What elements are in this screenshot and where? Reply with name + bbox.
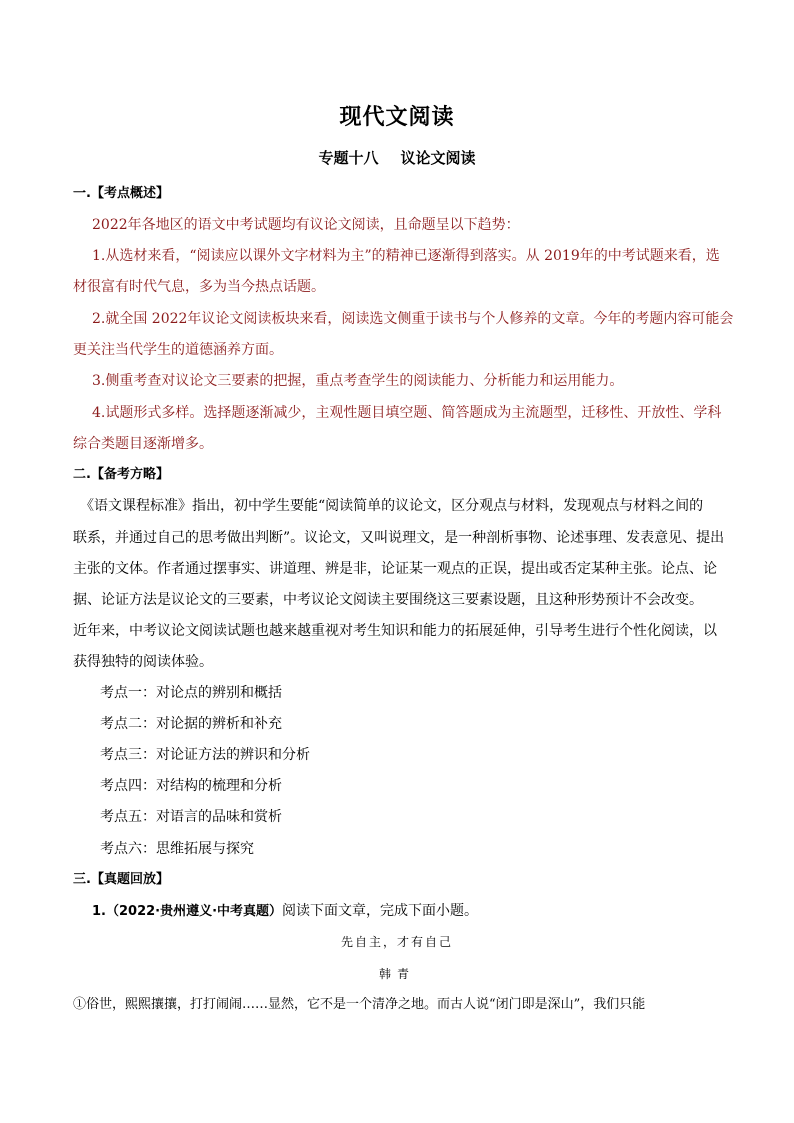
kaodian-item: 考点四：对结构的梳理和分析 (100, 778, 282, 794)
subtitle-topic: 专题十八 (318, 149, 379, 167)
strategy-line: 主张的文体。作者通过摆事实、讲道理、辨是非，论证某一观点的正误，提出或否定某种主张。论点、论 (73, 561, 717, 577)
overview-line: 2022年各地区的语文中考试题均有议论文阅读，且命题呈以下趋势： (92, 217, 520, 233)
question-text: 阅读下面文章，完成下面小题。 (282, 903, 479, 919)
passage-paragraph-1: ①俗世，熙熙攘攘，打打闹闹……显然，它不是一个清净之地。而古人说“闭门即是深山”，我们只能 (73, 997, 646, 1012)
kaodian-item: 考点五：对语言的品味和赏析 (100, 809, 282, 825)
kaodian-item: 考点二：对论据的辨析和补充 (100, 716, 282, 732)
strategy-line: 获得独特的阅读体验。 (73, 654, 213, 670)
overview-line: 1.从选材来看，“阅读应以课外文字材料为主”的精神已逐渐得到落实。从 2019年的中考试题来看，选 (92, 248, 720, 264)
section-heading-overview: 一.【考点概述】 (73, 186, 169, 201)
kaodian-item: 考点三：对论证方法的辨识和分析 (100, 747, 310, 763)
page-title: 现代文阅读 (339, 105, 455, 130)
question-number: 1. (92, 904, 106, 919)
overview-line: 3.侧重考查对议论文三要素的把握，重点考查学生的阅读能力、分析能力和运用能力。 (92, 373, 624, 389)
section-heading-exam-review: 三.【真题回放】 (73, 872, 169, 887)
passage-title: 先自主，才有自己 (340, 935, 453, 949)
question-source: （2022·贵州遵义·中考真题） (105, 904, 283, 919)
kaodian-item: 考点一：对论点的辨别和概括 (100, 685, 282, 701)
strategy-line: 近年来，中考议论文阅读试题也越来越重视对考生知识和能力的拓展延伸，引导考生进行个性化阅读，以 (73, 623, 717, 639)
page-subtitle (0, 147, 794, 168)
overview-line: 2.就全国 2022年议论文阅读板块来看，阅读选文侧重于读书与个人修养的文章。今年的考题内容可能会 (92, 311, 734, 327)
kaodian-item: 考点六：思维拓展与探究 (100, 841, 254, 857)
subtitle-name: 议论文阅读 (400, 149, 476, 167)
overview-line: 材很富有时代气息，多为当今热点话题。 (73, 279, 325, 295)
section-heading-strategy: 二.【备考方略】 (73, 467, 169, 482)
overview-line: 更关注当代学生的道德涵养方面。 (73, 342, 283, 358)
strategy-line: 联系，并通过自己的思考做出判断”。议论文，又叫说理文，是一种剖析事物、论述事理、发表意见、提出 (73, 530, 725, 546)
overview-line: 综合类题目逐渐增多。 (73, 436, 213, 452)
strategy-line: 《语文课程标准》指出，初中学生要能“阅读简单的议论文，区分观点与材料，发现观点与材料之间的 (80, 498, 704, 514)
overview-line: 4.试题形式多样。选择题逐渐减少，主观性题目填空题、简答题成为主流题型，迁移性、开放性、学科 (92, 405, 722, 421)
strategy-line: 据、论证方法是议论文的三要素，中考议论文阅读主要围绕这三要素设题，且这种形势预计不会改变。 (73, 592, 703, 608)
question-1 (92, 901, 478, 922)
passage-author: 韩青 (378, 967, 415, 981)
